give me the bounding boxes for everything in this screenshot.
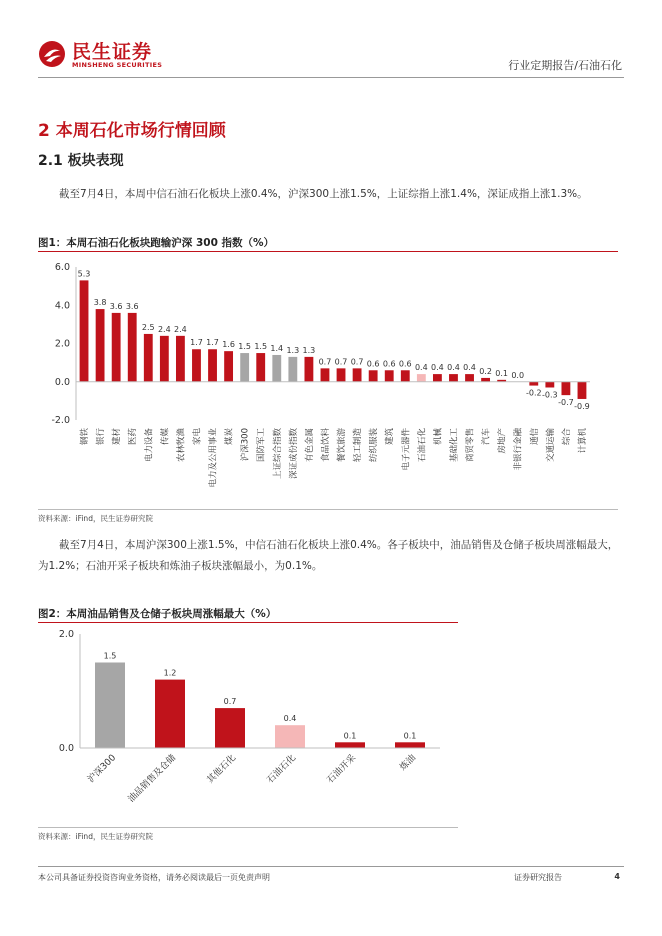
- figure-1-bottom-rule: [38, 509, 618, 510]
- brand-name-cn: 民生证券: [72, 41, 153, 63]
- bar-5: [395, 742, 425, 748]
- category-label-17: 轻工制造: [353, 428, 364, 463]
- figure-1-top-rule: [38, 251, 618, 252]
- page-number: 4: [614, 872, 620, 881]
- data-label-6: 2.4: [174, 324, 187, 334]
- data-label-15: 0.7: [318, 357, 332, 367]
- bar-24: [465, 374, 474, 382]
- company-logo-icon: [38, 40, 66, 68]
- brand-name-en: MINSHENG SECURITIES: [72, 61, 163, 69]
- y-tick-label: 0.0: [54, 376, 70, 388]
- category-label-26: 房地产: [497, 428, 508, 454]
- category-label-21: 石油石化: [417, 428, 428, 463]
- data-label-14: 1.3: [302, 345, 316, 355]
- bar-0: [95, 663, 125, 749]
- data-label-17: 0.7: [350, 357, 364, 367]
- bar-4: [144, 334, 153, 382]
- data-label-2: 3.6: [109, 301, 123, 311]
- category-label-1: 油品销售及仓储: [126, 753, 179, 805]
- y-tick-label: 0.0: [58, 743, 74, 754]
- bar-15: [321, 368, 330, 381]
- bar-12: [272, 355, 281, 382]
- bar-14: [304, 357, 313, 382]
- data-label-0: 5.3: [77, 269, 91, 279]
- category-label-19: 建筑: [385, 428, 396, 446]
- figure-2-chart: [38, 624, 458, 826]
- category-label-4: 石油开采: [325, 753, 359, 786]
- category-label-2: 建材: [112, 428, 123, 446]
- data-label-13: 1.3: [286, 345, 300, 355]
- category-label-25: 汽车: [481, 428, 492, 446]
- data-label-11: 1.5: [254, 342, 268, 352]
- bar-28: [529, 382, 538, 386]
- data-label-5: 2.4: [157, 324, 171, 334]
- category-label-10: 沪深300: [240, 428, 251, 462]
- bar-22: [433, 374, 442, 382]
- data-label-30: -0.7: [558, 398, 574, 408]
- category-label-16: 餐饮旅游: [337, 428, 348, 463]
- paragraph-2-text: 截至7月4日，本周沪深300上涨1.5%，中信石油石化板块上涨0.4%。各子板块中，油品销售及仓储子板块周涨幅最大，为1.2%；石油开采子板块和炼油子板块涨幅最小，为0.1%。: [38, 539, 619, 572]
- report-category: 行业定期报告/石油石化: [508, 59, 622, 72]
- data-label-31: -0.9: [574, 401, 590, 411]
- category-label-5: 传媒: [160, 428, 171, 446]
- category-label-29: 交通运输: [545, 428, 556, 463]
- data-label-9: 1.6: [222, 340, 235, 350]
- category-label-0: 沪深300: [86, 753, 119, 786]
- data-label-25: 0.2: [479, 366, 492, 376]
- category-label-14: 有色金属: [304, 428, 315, 463]
- figure-2-source: 资料来源：iFind，民生证券研究院: [38, 832, 153, 841]
- bar-20: [401, 370, 410, 381]
- data-label-27: 0.0: [511, 370, 525, 380]
- data-label-1: 3.8: [93, 298, 107, 308]
- footer-disclaimer: 本公司具备证券投资咨询业务资格，请务必阅读最后一页免责声明: [38, 873, 270, 882]
- bar-8: [208, 349, 217, 382]
- bar-5: [160, 336, 169, 382]
- category-label-5: 炼油: [398, 753, 419, 773]
- data-label-4: 2.5: [141, 322, 155, 332]
- data-label-10: 1.5: [238, 342, 252, 352]
- figure-2-bottom-rule: [38, 827, 458, 828]
- bar-29: [545, 382, 554, 388]
- bar-18: [369, 370, 378, 381]
- bar-21: [417, 374, 426, 382]
- category-label-28: 通信: [529, 428, 540, 446]
- category-label-3: 石油石化: [265, 753, 299, 786]
- figure-1-source: 资料来源：iFind，民生证券研究院: [38, 514, 153, 523]
- data-label-28: -0.2: [525, 388, 542, 398]
- category-label-12: 上证综合指数: [272, 428, 283, 480]
- bar-11: [256, 353, 265, 382]
- data-label-16: 0.7: [334, 357, 348, 367]
- bar-1: [155, 680, 185, 748]
- category-label-11: 国防军工: [256, 428, 267, 463]
- paragraph-2: [38, 535, 624, 577]
- bar-31: [578, 382, 587, 399]
- y-tick-label: 4.0: [54, 300, 70, 312]
- bar-9: [224, 351, 233, 382]
- category-label-1: 银行: [96, 428, 107, 446]
- category-label-31: 计算机: [577, 428, 588, 454]
- category-label-24: 商贸零售: [465, 428, 476, 463]
- data-label-18: 0.6: [366, 359, 380, 369]
- category-label-22: 机械: [433, 428, 444, 446]
- category-label-9: 煤炭: [224, 428, 235, 446]
- bar-3: [275, 725, 305, 748]
- category-label-15: 食品饮料: [320, 428, 331, 463]
- bar-13: [288, 357, 297, 382]
- bar-3: [128, 313, 137, 382]
- bar-25: [481, 378, 490, 382]
- y-tick-label: -2.0: [51, 415, 70, 426]
- data-label-26: 0.1: [495, 368, 509, 378]
- category-label-7: 家电: [192, 428, 203, 446]
- bar-2: [112, 313, 121, 382]
- y-tick-label: 2.0: [58, 629, 74, 640]
- data-label-8: 1.7: [206, 338, 219, 348]
- category-label-27: 非银行金融: [513, 428, 524, 471]
- data-label-23: 0.4: [447, 363, 460, 373]
- bar-19: [385, 370, 394, 381]
- category-label-23: 基础化工: [449, 428, 460, 463]
- category-label-3: 医药: [128, 428, 139, 446]
- paragraph-1: [38, 184, 624, 205]
- bar-6: [176, 336, 185, 382]
- data-label-12: 1.4: [270, 343, 284, 353]
- section-title: 2 本周石化市场行情回顾: [38, 121, 226, 141]
- data-label-3: 3.6: [125, 301, 139, 311]
- category-label-6: 农林牧渔: [176, 428, 187, 463]
- bar-16: [337, 368, 346, 381]
- data-label-19: 0.6: [382, 359, 396, 369]
- y-tick-label: 6.0: [54, 262, 70, 273]
- data-label-0: 1.5: [103, 651, 117, 661]
- figure-1-chart: [38, 254, 618, 508]
- data-label-5: 0.1: [403, 731, 417, 741]
- category-label-0: 钢铁: [80, 428, 91, 446]
- category-label-13: 深证成份指数: [288, 428, 299, 480]
- data-label-3: 0.4: [283, 714, 297, 724]
- bar-4: [335, 742, 365, 748]
- data-label-20: 0.6: [398, 359, 412, 369]
- footer-report-type: 证券研究报告: [514, 873, 562, 882]
- category-label-20: 电子元器件: [401, 428, 412, 471]
- y-tick-label: 2.0: [54, 338, 70, 350]
- data-label-29: -0.3: [542, 390, 558, 400]
- header-divider: [38, 77, 624, 78]
- bar-7: [192, 349, 201, 382]
- bar-1: [96, 309, 105, 382]
- figure-2-top-rule: [38, 622, 458, 623]
- category-label-2: 其他石化: [205, 753, 239, 786]
- bar-0: [80, 280, 89, 381]
- data-label-21: 0.4: [414, 363, 428, 373]
- data-label-1: 1.2: [163, 668, 177, 678]
- category-label-8: 电力及公用事业: [208, 428, 219, 488]
- footer-divider: [38, 866, 624, 867]
- category-label-18: 纺织服装: [369, 428, 380, 463]
- data-label-4: 0.1: [343, 731, 357, 741]
- category-label-30: 综合: [561, 428, 572, 446]
- data-label-7: 1.7: [190, 338, 203, 348]
- bar-23: [449, 374, 458, 382]
- paragraph-1-text: 截至7月4日，本周中信石油石化板块上涨0.4%，沪深300上涨1.5%，上证综指上涨1.4%，深证成指上涨1.3%。: [59, 188, 588, 200]
- bar-2: [215, 708, 245, 748]
- bar-10: [240, 353, 249, 382]
- subsection-title: 2.1 板块表现: [38, 153, 124, 169]
- category-label-4: 电力设备: [144, 428, 155, 463]
- bar-17: [353, 368, 362, 381]
- data-label-24: 0.4: [463, 363, 476, 373]
- data-label-22: 0.4: [431, 363, 444, 373]
- figure-1-title: 图1：本周石油石化板块跑输沪深 300 指数（%）: [38, 237, 275, 249]
- figure-2-title: 图2：本周油品销售及仓储子板块周涨幅最大（%）: [38, 608, 277, 620]
- data-label-2: 0.7: [223, 697, 237, 707]
- bar-30: [561, 382, 570, 395]
